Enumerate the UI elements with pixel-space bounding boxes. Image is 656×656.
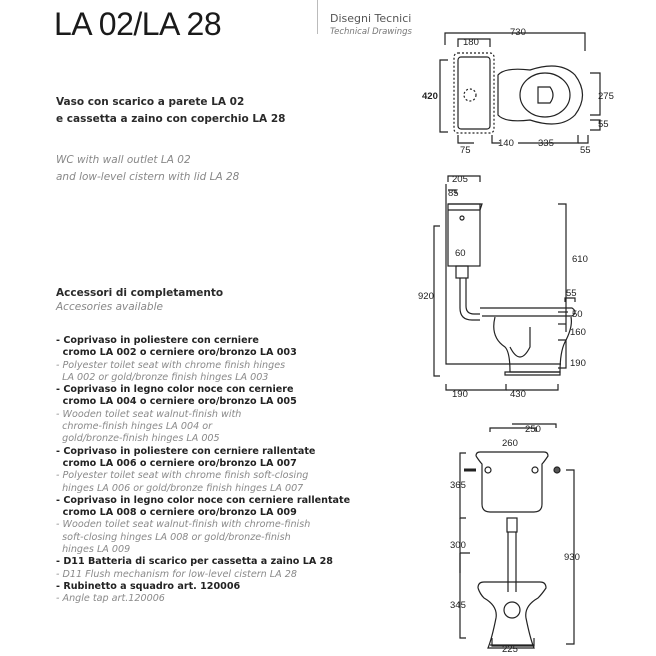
description-en — [56, 152, 239, 186]
front-view-drawing — [430, 420, 610, 656]
accessory-it-line: cromo LA 006 o cerniere oro/bronzo LA 007 — [56, 457, 297, 469]
dim-top-left: 75 — [460, 145, 471, 156]
accessory-en-line: LA 002 or gold/bronze finish hinges LA 003 — [56, 371, 269, 383]
dim-front-cistern-height: 365 — [450, 480, 466, 491]
accessories-heading-it: Accessori di completamento — [56, 287, 224, 299]
description-it — [56, 94, 285, 128]
dim-front-bowl: 345 — [450, 600, 466, 611]
dim-side-total-height: 920 — [418, 291, 434, 302]
accessory-en-line: - Polyester toilet seat with chrome finish soft-closing — [56, 470, 309, 482]
description-it-line: e cassetta a zaino con coperchio LA 28 — [56, 113, 286, 125]
accessory-en-line: - Angle tap art.120006 — [56, 593, 165, 605]
accessory-it-line: - Coprivaso in legno color noce con cerniere rallentate — [56, 494, 351, 506]
dim-top-rim-offset: 55 — [598, 119, 609, 130]
accessory-en-line: - Polyester toilet seat with chrome finish hinges — [56, 359, 286, 371]
divider — [317, 0, 318, 34]
description-en-line: WC with wall outlet LA 02 — [56, 154, 191, 166]
top-view-drawing — [410, 15, 614, 160]
accessory-it-line: cromo LA 002 o cerniere oro/bronzo LA 003 — [56, 347, 297, 359]
dim-side-base: 190 — [570, 358, 586, 369]
dim-front-cistern-width: 260 — [502, 438, 518, 449]
dim-front-offset: 250 — [525, 424, 541, 435]
dim-side-length: 430 — [510, 389, 526, 400]
page-title: LA 02/LA 28 — [54, 6, 222, 42]
section-title-it: Disegni Tecnici — [330, 12, 412, 25]
accessory-en-line: - D11 Flush mechanism for low-level cistern LA 28 — [56, 568, 297, 580]
side-view-drawing — [410, 172, 610, 404]
accessory-en-line: - Wooden toilet seat walnut-finish with chrome-finish — [56, 519, 311, 531]
dim-top-rim-depth: 275 — [598, 91, 614, 102]
dim-side-cistern-depth: 205 — [452, 174, 468, 185]
accessory-it-line: cromo LA 004 o cerniere oro/bronzo LA 005 — [56, 396, 297, 408]
dim-top-cistern-width: 180 — [463, 37, 479, 48]
dim-front-total: 930 — [564, 552, 580, 563]
section-title-en: Technical Drawings — [330, 27, 412, 37]
dim-front-base: 225 — [502, 644, 518, 655]
description-en-line: and low-level cistern with lid LA 28 — [56, 171, 240, 183]
dim-side-pipe: 60 — [455, 248, 466, 259]
dim-top-overall: 730 — [510, 27, 526, 38]
dim-top-depth: 420 — [422, 91, 438, 102]
accessory-it-line: - Coprivaso in poliestere con cerniere rallentate — [56, 445, 316, 457]
dim-side-rim: 50 — [572, 309, 583, 320]
accessory-it-line: - Coprivaso in legno color noce con cerniere — [56, 384, 294, 396]
dim-top-right: 55 — [580, 145, 591, 156]
accessories-list — [56, 335, 351, 606]
dim-side-back: 190 — [452, 389, 468, 400]
dim-side-cistern-height: 610 — [572, 254, 588, 265]
dim-top-gap: 140 — [498, 138, 514, 149]
description-it-line: Vaso con scarico a parete LA 02 — [56, 96, 245, 108]
dim-front-pipe: 300 — [450, 540, 466, 551]
accessory-it-line: cromo LA 008 o cerniere oro/bronzo LA 009 — [56, 507, 297, 519]
accessory-en-line: soft-closing hinges LA 008 or gold/bronze-finish — [56, 531, 291, 543]
dim-side-rim-overhang: 55 — [566, 288, 577, 299]
accessory-it-line: - D11 Batteria di scarico per cassetta a zaino LA 28 — [56, 556, 333, 568]
accessory-it-line: - Rubinetto a squadro art. 120006 — [56, 580, 241, 592]
dim-top-bowl: 335 — [538, 138, 554, 149]
accessory-en-line: gold/bronze-finish hinges LA 005 — [56, 433, 220, 445]
accessory-it-line: - Coprivaso in poliestere con cerniere — [56, 335, 259, 346]
accessory-en-line: hinges LA 006 or gold/bronze finish hinges LA 007 — [56, 482, 304, 494]
dim-side-bowl-height: 160 — [570, 327, 586, 338]
accessories-heading-en: Accesories available — [56, 301, 163, 313]
dim-side-lid: 85 — [448, 188, 459, 199]
accessory-en-line: chrome-finish hinges LA 004 or — [56, 421, 213, 433]
accessory-en-line: - Wooden toilet seat walnut-finish with — [56, 408, 242, 420]
accessory-en-line: hinges LA 009 — [56, 544, 131, 556]
